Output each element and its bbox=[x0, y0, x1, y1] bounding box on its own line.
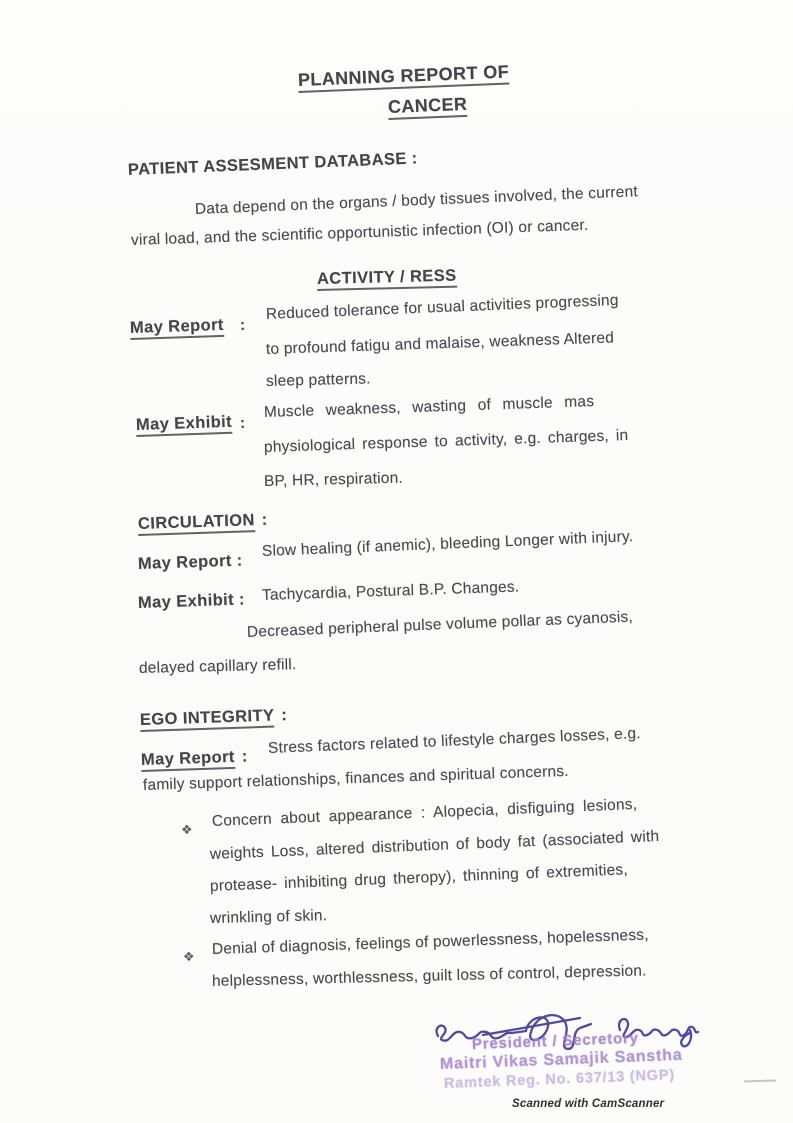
patient-assessment-para-line2: viral load, and the scientific opportunistic infection (OI) or cancer. bbox=[130, 216, 589, 249]
bullet-diamond-icon: ❖ bbox=[182, 948, 195, 965]
bullet1-line2: weights Loss, altered distribution of body fat (associated with bbox=[209, 827, 660, 863]
circulation-heading-text: CIRCULATION bbox=[138, 511, 255, 536]
ego-may-report-label-text: May Report bbox=[141, 748, 236, 772]
activity-may-exhibit-line3: BP, HR, respiration. bbox=[263, 469, 404, 490]
activity-may-report-label bbox=[130, 316, 224, 338]
circulation-may-report-label: May Report : bbox=[137, 551, 243, 573]
doc-title-line2-text: CANCER bbox=[388, 94, 468, 120]
activity-may-report-line3: sleep patterns. bbox=[265, 370, 371, 390]
activity-heading bbox=[317, 267, 457, 289]
scan-artifact-line bbox=[744, 1079, 776, 1082]
ego-integrity-heading bbox=[140, 706, 288, 730]
doc-title-line2 bbox=[388, 94, 468, 118]
activity-may-exhibit-label bbox=[136, 413, 233, 435]
activity-may-exhibit-label-text: May Exhibit bbox=[136, 413, 233, 437]
patient-assessment-para-line1: Data depend on the organs / body tissues involved, the current bbox=[194, 183, 639, 218]
ego-may-report-line2: family support relationships, finances and spiritual concerns. bbox=[142, 762, 569, 794]
bullet1-line3: protease- inhibiting drug theropy), thinning of extremities, bbox=[209, 861, 629, 895]
bullet2-line2: helplessness, worthlessness, guilt loss of control, depression. bbox=[211, 962, 647, 990]
circulation-para-line1: Decreased peripheral pulse volume pollar as cyanosis, bbox=[246, 608, 634, 641]
ego-may-report-colon: : bbox=[241, 747, 248, 766]
stamp-title-line: President / Secretory bbox=[471, 1029, 640, 1053]
activity-may-report-line2: to profound fatigu and malaise, weakness Altered bbox=[265, 329, 615, 358]
activity-may-report-line1: Reduced tolerance for usual activities progressing bbox=[265, 291, 619, 323]
circulation-may-report-text: Slow healing (if anemic), bleeding Longer with injury. bbox=[261, 528, 634, 560]
doc-title-line1 bbox=[298, 62, 510, 91]
activity-may-exhibit-line1: Muscle weakness, wasting of muscle mas bbox=[263, 393, 595, 421]
bullet1-line4: wrinkling of skin. bbox=[209, 907, 328, 927]
doc-title-line1-text: PLANNING REPORT OF bbox=[298, 62, 510, 93]
ego-integrity-heading-colon: : bbox=[281, 706, 288, 725]
camscanner-watermark: Scanned with CamScanner bbox=[512, 1098, 665, 1110]
circulation-heading-colon: : bbox=[261, 510, 268, 529]
ego-may-report-label bbox=[141, 747, 248, 770]
activity-may-report-label-text: May Report bbox=[130, 316, 225, 340]
activity-may-exhibit-line2: physiological response to activity, e.g. charges, in bbox=[263, 426, 629, 456]
bullet-diamond-icon: ❖ bbox=[180, 821, 193, 838]
patient-assessment-heading: PATIENT ASSESMENT DATABASE : bbox=[127, 149, 418, 179]
activity-may-exhibit-colon: : bbox=[239, 414, 246, 432]
ego-integrity-heading-text: EGO INTEGRITY bbox=[140, 707, 275, 732]
bullet1-line1: Concern about appearance : Alopecia, disfiguing lesions, bbox=[211, 795, 638, 830]
ego-may-report-line1: Stress factors related to lifestyle charges losses, e.g. bbox=[267, 725, 642, 757]
stamp-reg-line: Ramtek Reg. No. 637/13 (NGP) bbox=[443, 1067, 676, 1092]
circulation-para-line2: delayed capillary refill. bbox=[138, 656, 297, 677]
bullet2-line1: Denial of diagnosis, feelings of powerlessness, hopelessness, bbox=[211, 926, 650, 958]
activity-may-report-colon: : bbox=[239, 316, 246, 334]
circulation-may-exhibit-text: Tachycardia, Postural B.P. Changes. bbox=[261, 578, 520, 604]
circulation-may-exhibit-label: May Exhibit : bbox=[137, 590, 246, 612]
circulation-heading bbox=[138, 511, 268, 534]
activity-heading-text: ACTIVITY / RESS bbox=[317, 267, 457, 291]
stamp-org-line: Maitri Vikas Samajik Sanstha bbox=[439, 1046, 683, 1073]
